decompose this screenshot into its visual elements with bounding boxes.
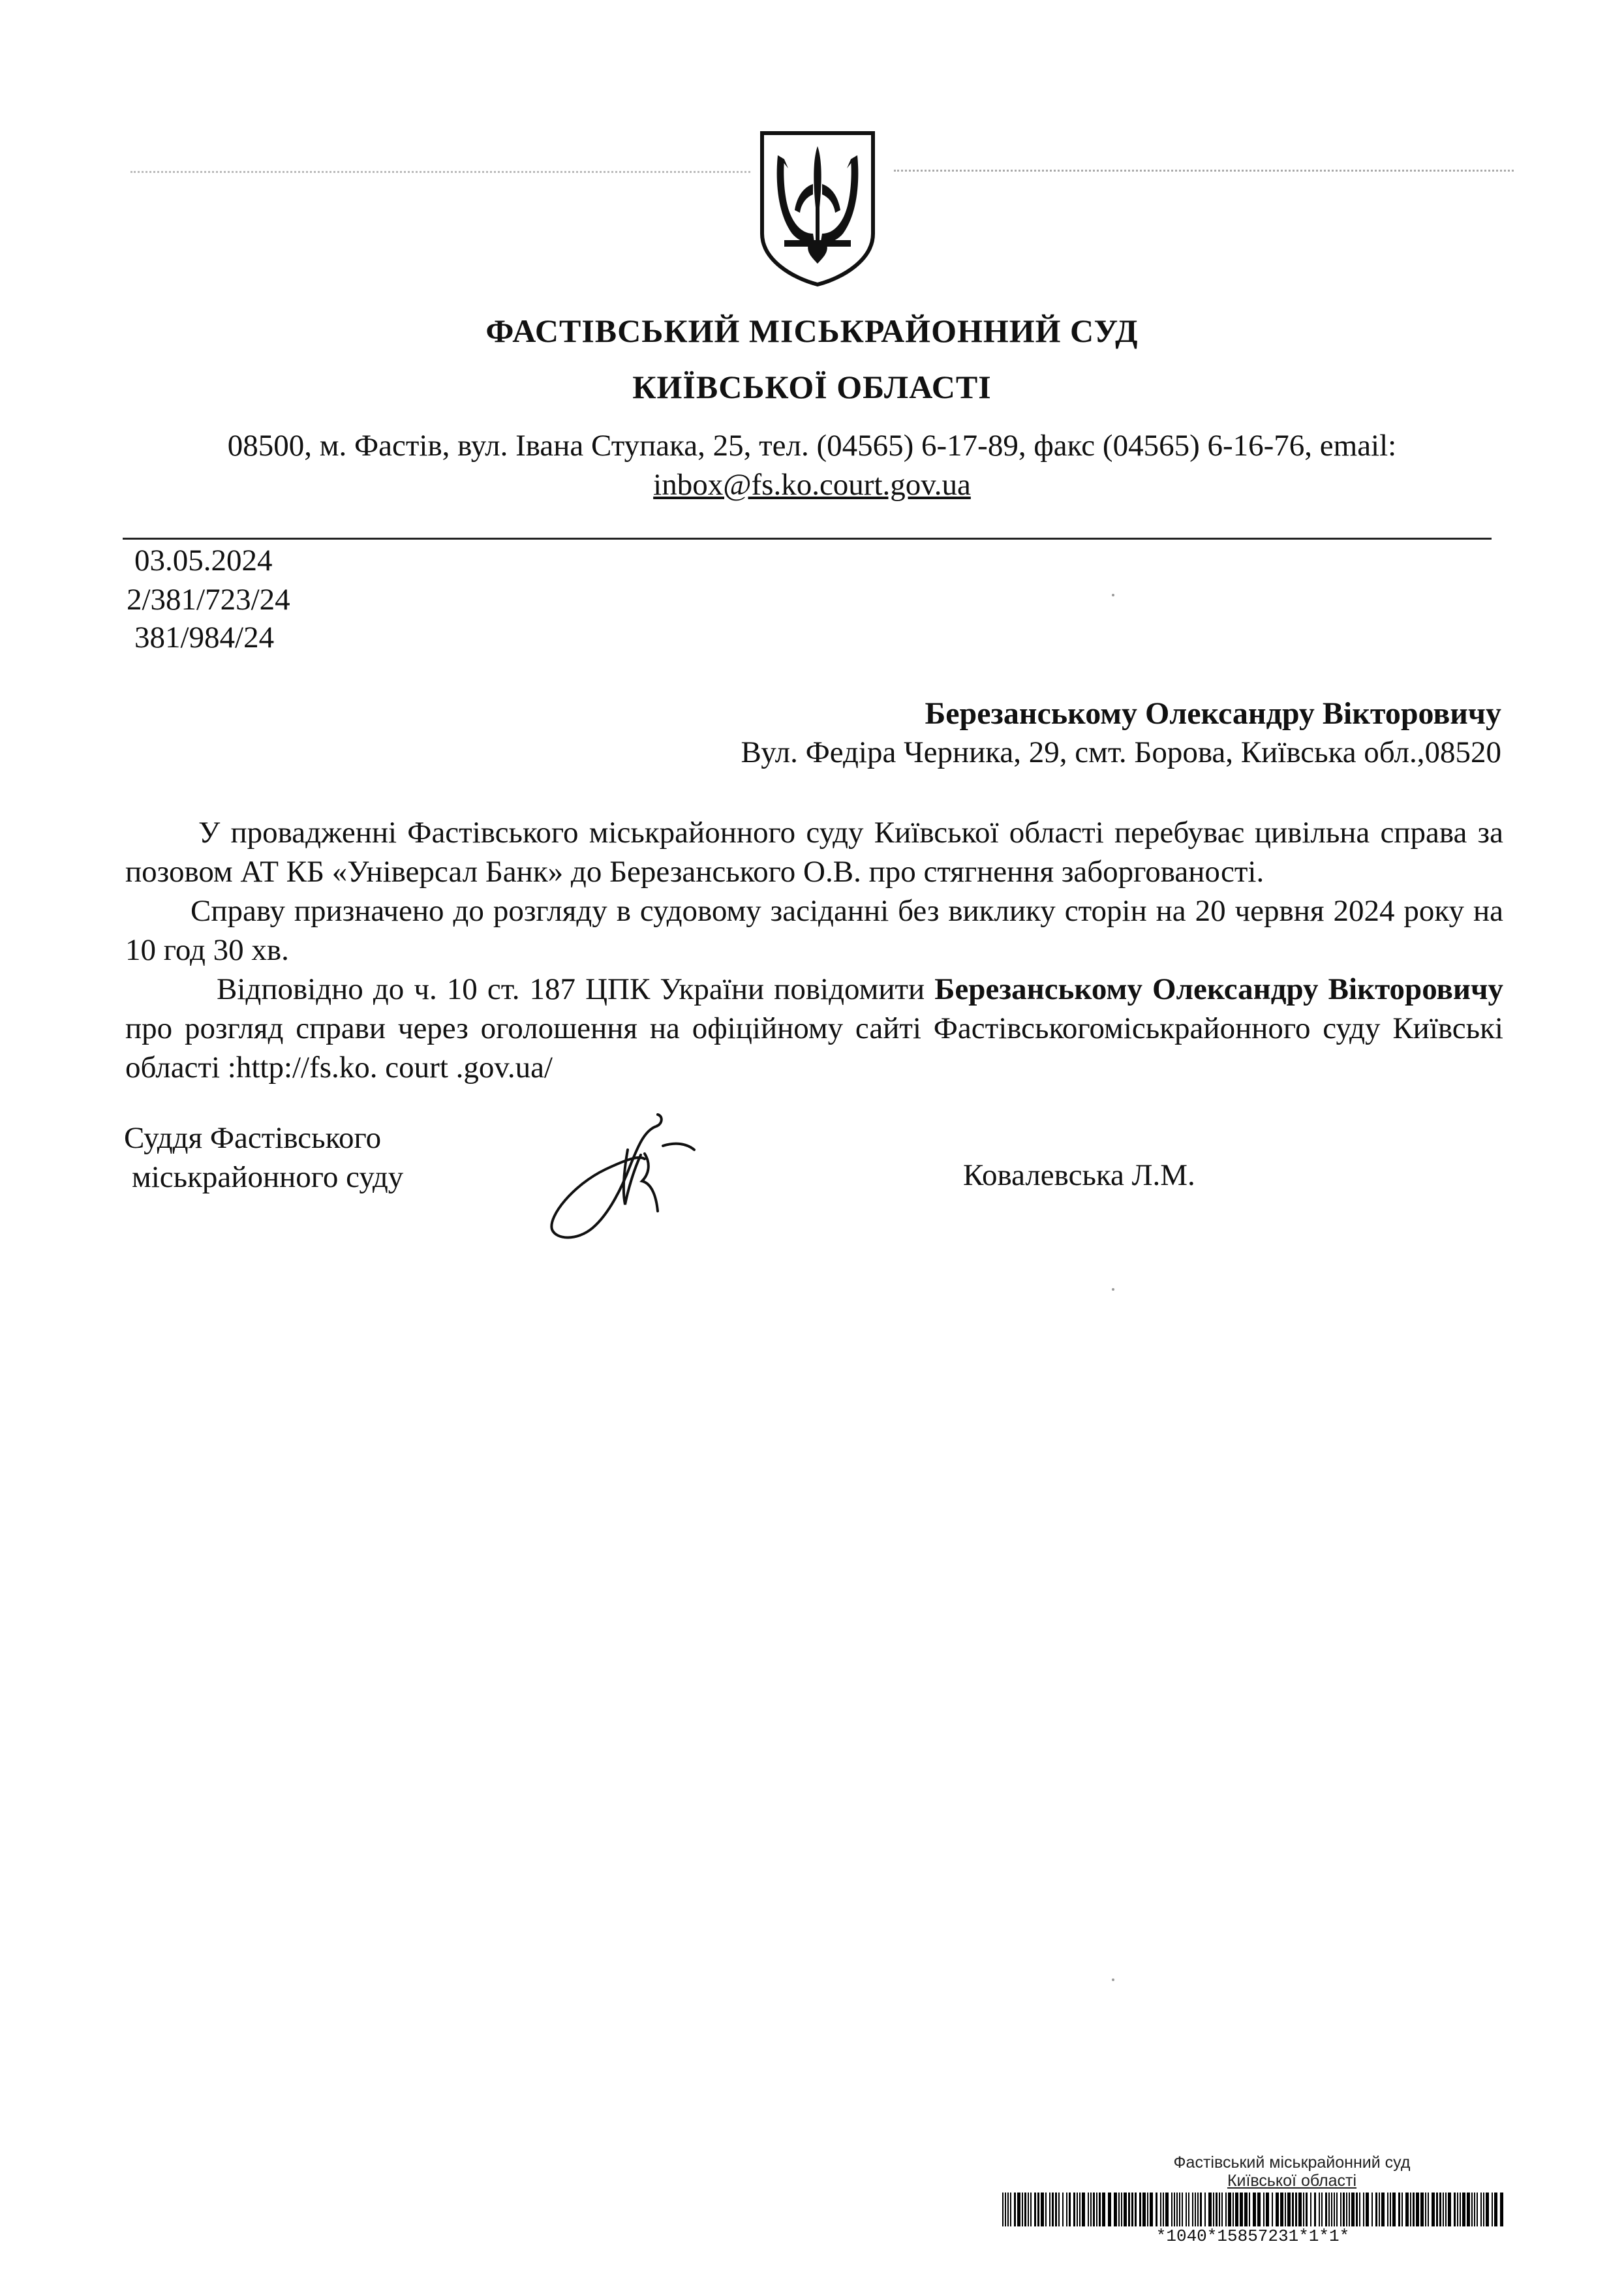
barcode-bar: [1174, 2193, 1175, 2226]
barcode-bar: [1066, 2193, 1067, 2226]
judge-title-line2: міськрайонного суду: [132, 1160, 404, 1194]
barcode-bar: [1090, 2193, 1092, 2226]
barcode-bar: [1204, 2193, 1206, 2226]
court-address: 08500, м. Фастів, вул. Івана Ступака, 25, тел. (04565) 6-17-89, факс (04565) 6-16-76, email:: [227, 429, 1397, 463]
barcode-bar: [1432, 2193, 1435, 2226]
barcode-bar: [1099, 2193, 1101, 2226]
barcode-bar: [1303, 2193, 1304, 2226]
barcode-bar: [1381, 2193, 1385, 2226]
barcode-bar: [1088, 2193, 1089, 2226]
court-name-line2: КИЇВСЬКОЇ ОБЛАСТІ: [632, 369, 992, 405]
barcode-bar: [1216, 2193, 1218, 2226]
barcode-bar: [1128, 2193, 1130, 2226]
barcode-bar: [1295, 2193, 1297, 2226]
barcode-bar: [1276, 2193, 1279, 2226]
barcode-bar: [1292, 2193, 1294, 2226]
barcode-bar: [1156, 2193, 1157, 2226]
scan-line: [130, 171, 750, 173]
barcode-bar: [1139, 2193, 1141, 2226]
scan-speck: [1112, 1978, 1114, 1981]
barcode-bar: [1073, 2193, 1075, 2226]
barcode-bar: [1030, 2193, 1032, 2226]
barcode-bar: [1310, 2193, 1311, 2226]
barcode-bar: [1024, 2193, 1026, 2226]
barcode-bar: [1263, 2193, 1264, 2226]
barcode-bar: [1359, 2193, 1360, 2226]
barcode-bar: [1096, 2193, 1097, 2226]
barcode-bar: [1298, 2193, 1302, 2226]
barcode-bar: [1285, 2193, 1286, 2226]
header-divider: [123, 538, 1492, 540]
barcode-bar: [1093, 2193, 1095, 2226]
barcode-bar: [1192, 2193, 1193, 2226]
barcode-bar: [1410, 2193, 1411, 2226]
barcode-bar: [1069, 2193, 1071, 2226]
barcode-bar: [1002, 2193, 1004, 2226]
barcode-bar: [1402, 2193, 1403, 2226]
barcode-bar: [1147, 2193, 1148, 2226]
barcode-bar: [1197, 2193, 1199, 2226]
registration-number: 2/381/723/24: [127, 583, 290, 617]
barcode-bar: [1346, 2193, 1347, 2226]
barcode-bar: [1439, 2193, 1441, 2226]
judge-name: Ковалевська Л.М.: [963, 1158, 1195, 1192]
barcode-bar: [1375, 2193, 1377, 2226]
handwritten-signature: [547, 1107, 703, 1244]
body-paragraph-3-addressee: Березанському Олександру Вікторовичу: [934, 972, 1503, 1006]
barcode-bar: [1017, 2193, 1020, 2226]
addressee-address: Вул. Федіра Черника, 29, смт. Борова, Київська обл.,08520: [741, 735, 1501, 769]
addressee-name: Березанському Олександру Вікторовичу: [925, 696, 1501, 731]
barcode-bar: [1171, 2193, 1172, 2226]
barcode-bar: [1186, 2193, 1187, 2226]
stamp-court-name: Фастівський міськрайонний суд: [1173, 2153, 1411, 2172]
barcode-bar: [1443, 2193, 1444, 2226]
barcode-bar: [1457, 2193, 1458, 2226]
barcode-bar: [1371, 2193, 1373, 2226]
barcode-bar: [1343, 2193, 1345, 2226]
barcode-bar: [1195, 2193, 1196, 2226]
barcode-number: *1040*15857231*1*1*: [1156, 2226, 1350, 2246]
barcode-bar: [1049, 2193, 1050, 2226]
barcode-bar: [1135, 2193, 1137, 2226]
barcode-bar: [1058, 2193, 1060, 2226]
scan-speck: [1112, 1288, 1114, 1291]
coat-of-arms-icon: [758, 129, 877, 287]
barcode-bar: [1266, 2193, 1269, 2226]
barcode-bar: [1420, 2193, 1424, 2226]
barcode-bar: [1390, 2193, 1391, 2226]
barcode-bar: [1118, 2193, 1120, 2226]
barcode-bar: [1082, 2193, 1085, 2226]
barcode-bar: [1055, 2193, 1057, 2226]
barcode: [1002, 2193, 1503, 2226]
barcode-bar: [1480, 2193, 1482, 2226]
barcode-bar: [1272, 2193, 1273, 2226]
barcode-bar: [1182, 2193, 1183, 2226]
barcode-bar: [1225, 2193, 1227, 2226]
barcode-bar: [1176, 2193, 1178, 2226]
barcode-bar: [1219, 2193, 1220, 2226]
barcode-bar: [1492, 2193, 1493, 2226]
body-paragraph-3-start: Відповідно до ч. 10 ст. 187 ЦПК України повідомити: [217, 972, 935, 1006]
barcode-bar: [1235, 2193, 1238, 2226]
barcode-bar: [1306, 2193, 1308, 2226]
scan-speck: [1112, 594, 1114, 596]
barcode-bar: [1244, 2193, 1248, 2226]
case-number: 381/984/24: [134, 621, 275, 654]
barcode-bar: [1179, 2193, 1180, 2226]
barcode-bar: [1349, 2193, 1350, 2226]
barcode-bar: [1077, 2193, 1078, 2226]
barcode-bar: [1287, 2193, 1291, 2226]
barcode-bar: [1477, 2193, 1478, 2226]
barcode-bar: [1037, 2193, 1039, 2226]
barcode-bar: [1041, 2193, 1044, 2226]
barcode-bar: [1052, 2193, 1054, 2226]
scan-line: [894, 170, 1514, 172]
barcode-bar: [1108, 2193, 1111, 2226]
barcode-bar: [1007, 2193, 1009, 2226]
barcode-bar: [1062, 2193, 1064, 2226]
barcode-bar: [1363, 2193, 1364, 2226]
barcode-bar: [1405, 2193, 1409, 2226]
stamp-court-region: Київської області: [1227, 2172, 1357, 2190]
barcode-bar: [1467, 2193, 1470, 2226]
barcode-bar: [1319, 2193, 1320, 2226]
barcode-bar: [1102, 2193, 1105, 2226]
barcode-bar: [1114, 2193, 1117, 2226]
barcode-bar: [1340, 2193, 1341, 2226]
barcode-bar: [1454, 2193, 1456, 2226]
barcode-bar: [1351, 2193, 1355, 2226]
court-email-link[interactable]: inbox@fs.ko.court.gov.ua: [653, 468, 971, 502]
barcode-bar: [1079, 2193, 1080, 2226]
barcode-bar: [1334, 2193, 1335, 2226]
body-paragraph-3-end: про розгляд справи через оголошення на офіційному сайті Фастівськогоміськрайонного суду Київські області :http://fs.ko. court .gov.ua/: [125, 1011, 1503, 1085]
barcode-bar: [1034, 2193, 1036, 2226]
barcode-bar: [1328, 2193, 1330, 2226]
barcode-bar: [1392, 2193, 1396, 2226]
barcode-bar: [1425, 2193, 1426, 2226]
barcode-bar: [1379, 2193, 1380, 2226]
barcode-bar: [1213, 2193, 1214, 2226]
barcode-bar: [1413, 2193, 1415, 2226]
barcode-bar: [1483, 2193, 1484, 2226]
document-date: 03.05.2024: [134, 544, 273, 577]
barcode-bar: [1010, 2193, 1011, 2226]
barcode-bar: [1398, 2193, 1400, 2226]
barcode-bar: [1356, 2193, 1358, 2226]
barcode-bar: [1022, 2193, 1023, 2226]
barcode-bar: [1131, 2193, 1133, 2226]
body-paragraph-3: [125, 970, 1503, 1087]
barcode-bar: [1331, 2193, 1332, 2226]
barcode-bar: [1257, 2193, 1261, 2226]
barcode-bar: [1165, 2193, 1169, 2226]
barcode-bar: [1336, 2193, 1338, 2226]
barcode-bar: [1321, 2193, 1323, 2226]
barcode-bar: [1221, 2193, 1223, 2226]
barcode-bar: [1121, 2193, 1122, 2226]
barcode-bar: [1280, 2193, 1283, 2226]
barcode-bar: [1448, 2193, 1451, 2226]
barcode-bar: [1005, 2193, 1006, 2226]
judge-title-line1: Суддя Фастівського: [124, 1121, 382, 1155]
barcode-bar: [1240, 2193, 1243, 2226]
barcode-bar: [1208, 2193, 1212, 2226]
barcode-bar: [1387, 2193, 1388, 2226]
barcode-bar: [1124, 2193, 1127, 2226]
barcode-bar: [1486, 2193, 1489, 2226]
barcode-bar: [1249, 2193, 1250, 2226]
barcode-bar: [1200, 2193, 1202, 2226]
barcode-bar: [1462, 2193, 1465, 2226]
barcode-bar: [1253, 2193, 1256, 2226]
barcode-bar: [1188, 2193, 1189, 2226]
barcode-bar: [1500, 2193, 1503, 2226]
body-paragraph-2: Справу призначено до розгляду в судовому засіданні без виклику сторін на 20 червня 2024 року на 10 год 30 хв.: [125, 894, 1503, 967]
barcode-bar: [1142, 2193, 1146, 2226]
barcode-bar: [1460, 2193, 1461, 2226]
court-email-line: [0, 467, 1624, 502]
barcode-bar: [1233, 2193, 1234, 2226]
barcode-bar: [1325, 2193, 1327, 2226]
barcode-bar: [1445, 2193, 1447, 2226]
barcode-bar: [1494, 2193, 1497, 2226]
barcode-bar: [1436, 2193, 1438, 2226]
barcode-bar: [1163, 2193, 1164, 2226]
barcode-bar: [1314, 2193, 1316, 2226]
barcode-bar: [1474, 2193, 1475, 2226]
barcode-bar: [1160, 2193, 1161, 2226]
barcode-bar: [1366, 2193, 1369, 2226]
body-paragraph-1: У провадженні Фастівського міськрайонного суду Київської області перебуває цивільна справа за позовом АТ КБ «Універсал Банк» до Березанського О.В. про стягнення заборгованості.: [125, 816, 1503, 889]
barcode-bar: [1428, 2193, 1429, 2226]
barcode-bar: [1228, 2193, 1231, 2226]
court-name-line1: ФАСТІВСЬКИЙ МІСЬКРАЙОННИЙ СУД: [485, 313, 1139, 349]
barcode-bar: [1028, 2193, 1029, 2226]
barcode-bar: [1150, 2193, 1153, 2226]
barcode-bar: [1416, 2193, 1419, 2226]
barcode-bar: [1014, 2193, 1016, 2226]
barcode-bar: [1045, 2193, 1047, 2226]
barcode-bar: [1471, 2193, 1473, 2226]
